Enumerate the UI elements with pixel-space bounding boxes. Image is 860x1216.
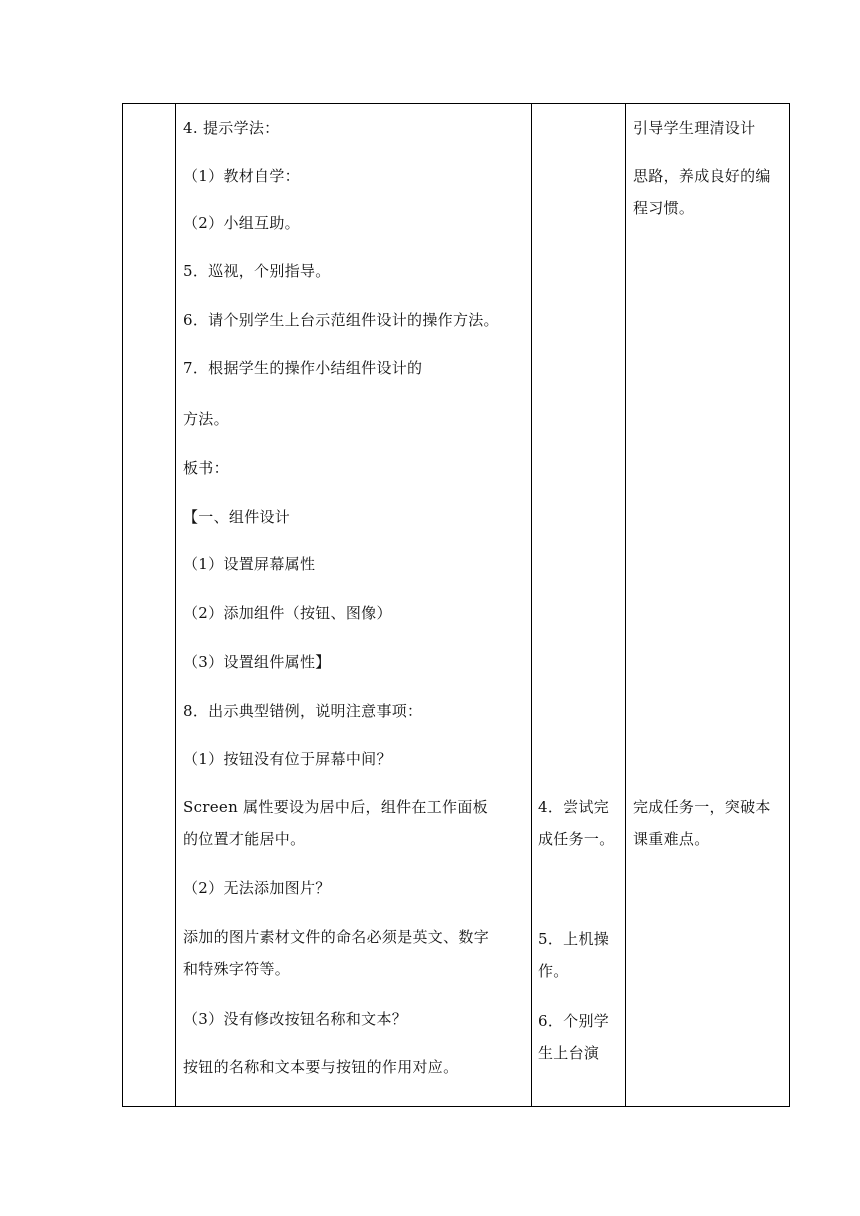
design-intent-line: 程习惯。 bbox=[633, 199, 695, 217]
teacher-activity-line: 7．根据学生的操作小结组件设计的 bbox=[183, 359, 423, 377]
column-divider bbox=[625, 104, 626, 1106]
teacher-activity-line: （3）没有修改按钮名称和文本？ bbox=[183, 1010, 408, 1028]
teacher-activity-line: （2）无法添加图片？ bbox=[183, 879, 331, 897]
blackboard-line: （3）设置组件属性】 bbox=[183, 653, 331, 671]
teacher-activity-line: Screen 属性要设为居中后，组件在工作面板 bbox=[183, 798, 488, 816]
teacher-activity-line: （2）小组互助。 bbox=[183, 214, 300, 232]
blackboard-line: （2）添加组件（按钮、图像） bbox=[183, 604, 392, 622]
teacher-activity-line: 添加的图片素材文件的命名必须是英文、数字 bbox=[183, 928, 490, 946]
design-intent-line: 完成任务一，突破本 bbox=[633, 798, 771, 816]
student-activity-line: 作。 bbox=[538, 962, 569, 980]
design-intent-line: 思路，养成良好的编 bbox=[633, 167, 771, 185]
teacher-activity-line: （1）教材自学： bbox=[183, 167, 300, 185]
teacher-activity-line: 的位置才能居中。 bbox=[183, 830, 306, 848]
student-activity-line: 成任务一。 bbox=[538, 830, 615, 848]
student-activity-line: 4．尝试完 bbox=[538, 798, 610, 816]
column-divider bbox=[175, 104, 176, 1106]
blackboard-line: 【一、组件设计 bbox=[183, 508, 291, 526]
teacher-activity-line: 和特殊字符等。 bbox=[183, 960, 291, 978]
design-intent-line: 课重难点。 bbox=[633, 830, 710, 848]
column-divider bbox=[531, 104, 532, 1106]
student-activity-line: 生上台演 bbox=[538, 1044, 600, 1062]
teacher-activity-line: 8．出示典型错例，说明注意事项： bbox=[183, 702, 423, 720]
teacher-activity-line: 方法。 bbox=[183, 410, 229, 428]
teacher-activity-line: 板书： bbox=[183, 459, 229, 477]
blackboard-line: （1）设置屏幕属性 bbox=[183, 555, 316, 573]
teacher-activity-line: 6．请个别学生上台示范组件设计的操作方法。 bbox=[183, 311, 499, 329]
teacher-activity-line: 4. 提示学法： bbox=[183, 119, 280, 137]
student-activity-line: 5．上机操 bbox=[538, 930, 610, 948]
teacher-activity-line: 按钮的名称和文本要与按钮的作用对应。 bbox=[183, 1058, 459, 1076]
student-activity-line: 6．个别学 bbox=[538, 1012, 610, 1030]
design-intent-line: 引导学生理清设计 bbox=[633, 119, 756, 137]
teacher-activity-line: 5．巡视，个别指导。 bbox=[183, 262, 331, 280]
teacher-activity-line: （1）按钮没有位于屏幕中间？ bbox=[183, 750, 392, 768]
